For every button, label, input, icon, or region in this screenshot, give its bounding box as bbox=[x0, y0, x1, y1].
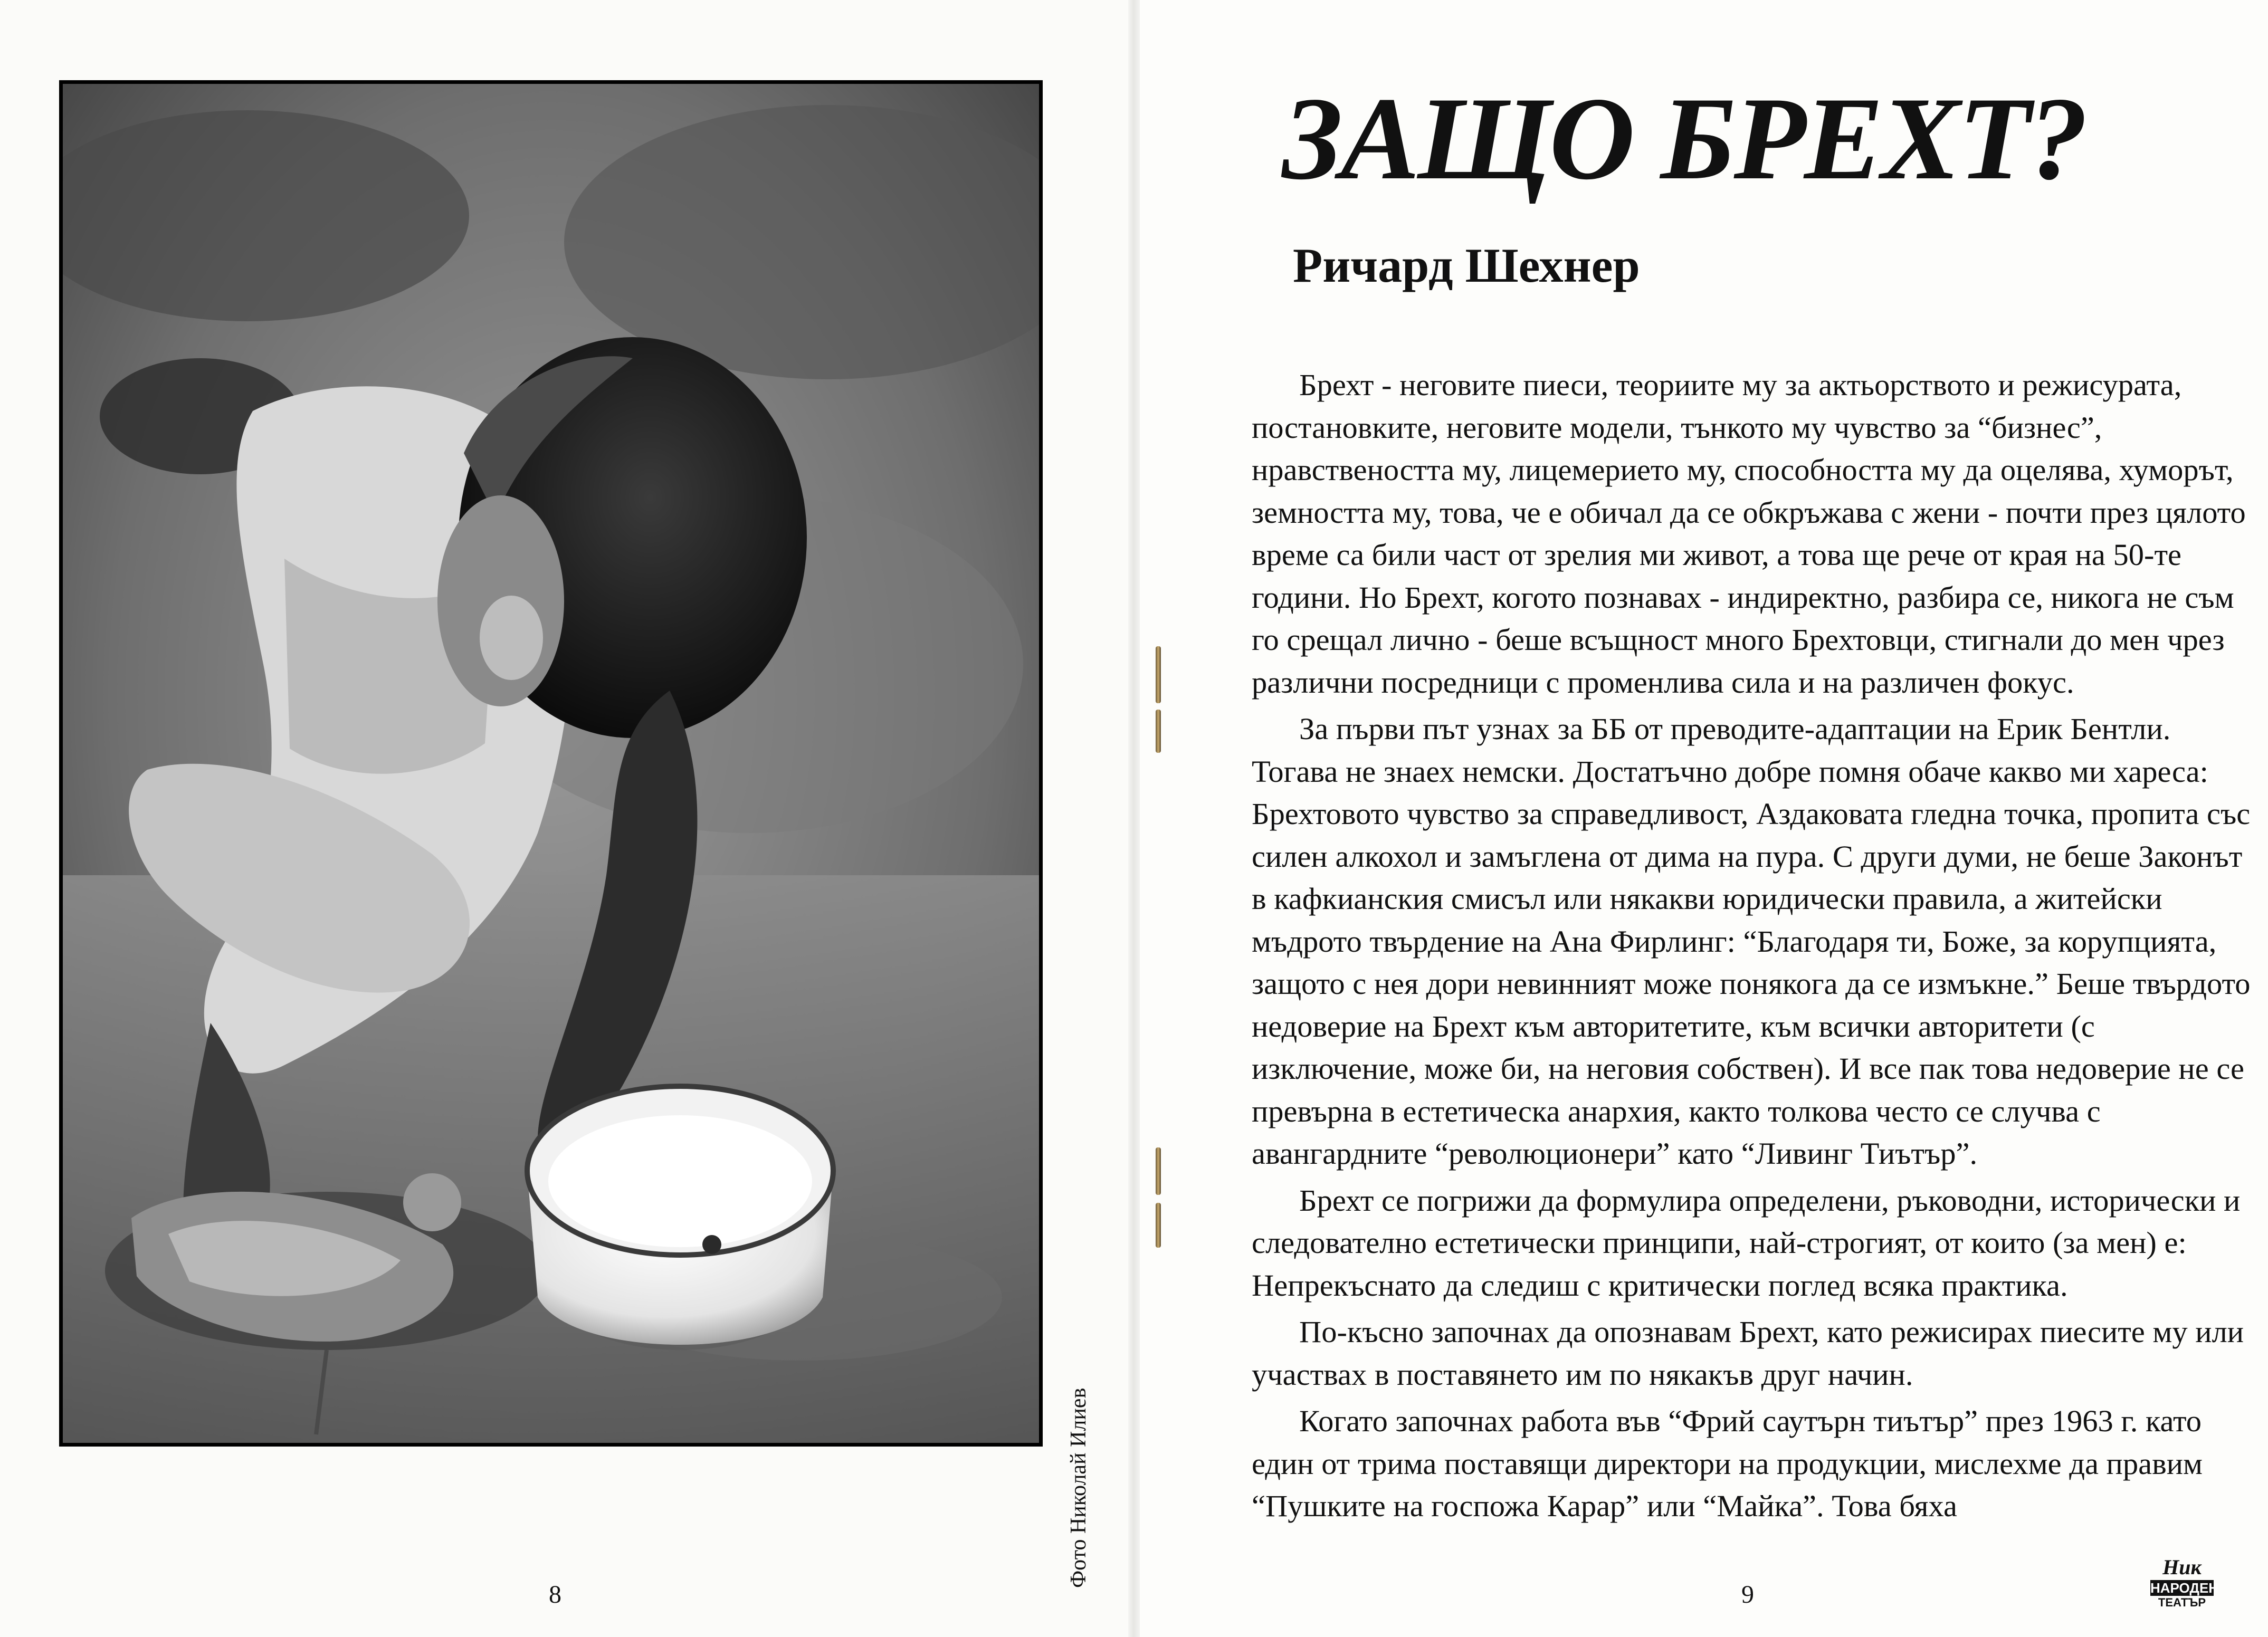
photo-credit bbox=[1055, 1277, 1098, 1593]
staple-top-2 bbox=[1156, 710, 1161, 753]
article-body bbox=[1252, 364, 2254, 1528]
page-number-left: 8 bbox=[549, 1581, 561, 1609]
photo-credit-text: Фото Николай Илиев bbox=[1066, 1387, 1091, 1588]
child-photo-image bbox=[63, 84, 1039, 1443]
spine-fold bbox=[1128, 0, 1140, 1637]
page-number-right: 9 bbox=[1741, 1581, 1754, 1609]
article-title: ЗАЩО БРЕХТ? bbox=[1282, 72, 2086, 204]
paragraph: По-късно започнах да опознавам Брехт, като режисирах пиесите му или участвах в поставянето им по някакъв друг начин. bbox=[1252, 1315, 2244, 1392]
logo-mark: Ник bbox=[2162, 1555, 2202, 1579]
left-page bbox=[0, 0, 1133, 1637]
paragraph: За първи път узнах за ББ от преводите-адаптации на Ерик Бентли. Тогава не знаех немски. Достатъчно добре помня обаче какво ми хареса: Брехтовото чувство за справедливост, Аздаковата гледна точка, пропита със силен алкохол и замъглена от дима на пура. С други думи, не беше Законът в кафкианския смисъл или някакви юридически правила, а житейски мъдрото твърдение на Ана Фирлинг: “Благодаря ти, Боже, за корупцията, защото с нея дори невинният може понякога да се измъкне.” Беше твърдото недоверие на Брехт към авторитетите, към всички авторитети (с изключение, може би, на неговия собствен). И все пак това недоверие не се превърна в естетическа анархия, както толкова често се случва с авангардните “революционери” като “Ливинг Тиътър”. bbox=[1252, 712, 2251, 1171]
paragraph: Когато започнах работа във “Фрий саутърн тиътър” през 1963 г. като един от трима поставящи директори на продукции, мислехме да правим “Пушките на госпожа Карар” или “Майка”. Това бяха bbox=[1252, 1404, 2203, 1523]
staple-top bbox=[1156, 646, 1161, 703]
paragraph: Брехт - неговите пиеси, теориите му за актьорството и режисурата, постановките, неговите модели, тънкото му чувство за “бизнес”, нравствеността му, лицемерието му, способността му да оцелява, хуморът, земността му, това, че е обичал да се обкръжава с жени - почти през цялото време са били част от зрелия ми живот, а това ще рече от края на 50-те години. Но Брехт, когото познавах - индиректно, разбира се, никога не съм го срещал лично - беше всъщност много Брехтовци, стигнали до мен чрез различни посредници с променлива сила и на различен фокус. bbox=[1252, 368, 2246, 700]
logo-line-2: ТЕАТЪР bbox=[2158, 1596, 2206, 1609]
child-photo bbox=[59, 80, 1043, 1447]
logo-line-1: НАРОДЕН bbox=[2150, 1580, 2219, 1596]
paragraph: Брехт се погрижи да формулира определени, ръководни, исторически и следователно естетически принципи, най-строгият, от които (за мен) е: Непрекъснато да следиш с критически поглед всяка практика. bbox=[1252, 1183, 2241, 1303]
staple-bottom bbox=[1156, 1147, 1161, 1195]
national-theatre-logo bbox=[2150, 1554, 2219, 1612]
article-author: Ричард Шехнер bbox=[1293, 238, 1640, 292]
staple-bottom-2 bbox=[1156, 1203, 1161, 1248]
